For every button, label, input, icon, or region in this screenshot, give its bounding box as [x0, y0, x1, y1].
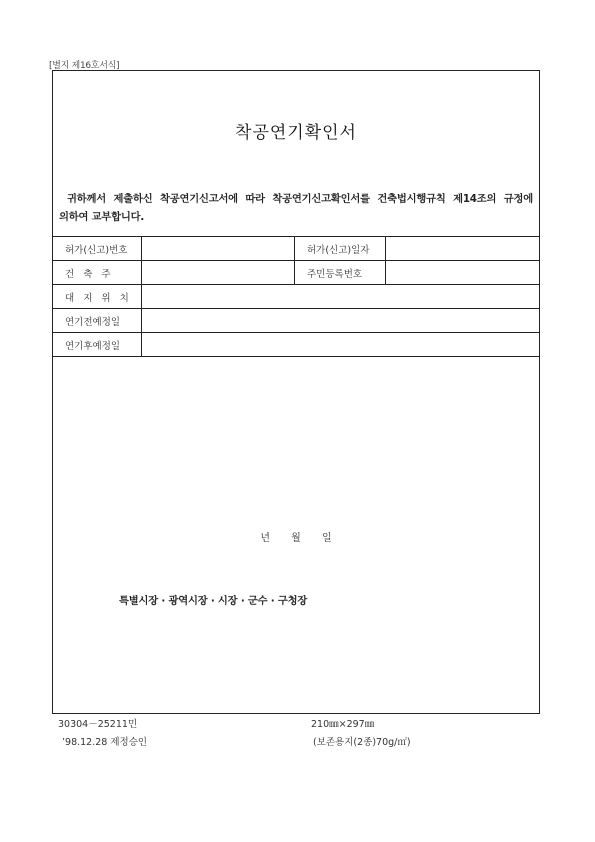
planned-date-before-label: 연기전예정일: [53, 309, 141, 333]
form-frame: [52, 70, 540, 714]
issuer-signature-line: 특별시장 · 광역시장 · 시장 · 군수 · 구청장: [119, 595, 308, 607]
planned-date-after-label: 연기후예정일: [53, 333, 141, 357]
body-paragraph: 귀하께서 제출하신 착공연기신고서에 따라 착공연기신고확인서를 건축법시행규칙 제14조의 규정에 의하여 교부합니다.: [59, 193, 533, 223]
table-row: [53, 309, 539, 333]
permit-number-field[interactable]: [141, 237, 295, 261]
permit-date-label: 허가(신고)일자: [295, 237, 386, 261]
site-location-field[interactable]: [141, 285, 539, 309]
paper-type: (보존용지(2종)70g/㎡): [313, 737, 411, 748]
resident-number-label: 주민등록번호: [295, 261, 386, 285]
document-title: 착공연기확인서: [235, 123, 357, 143]
table-row: [53, 237, 539, 261]
permit-date-field[interactable]: [386, 237, 540, 261]
approval-date: ’98.12.28 제정승인: [62, 737, 148, 748]
permit-number-label: 허가(신고)번호: [53, 237, 141, 261]
site-location-label: 대 지 위 치: [53, 285, 141, 309]
resident-number-field[interactable]: [386, 261, 540, 285]
table-row: [53, 333, 539, 357]
table-row: [53, 261, 539, 285]
form-serial-code: 30304－25211민: [58, 719, 138, 730]
planned-date-after-field[interactable]: [141, 333, 539, 357]
builder-field[interactable]: [141, 261, 295, 285]
info-table: [53, 236, 539, 357]
table-row: [53, 285, 539, 309]
paper-size: 210㎜×297㎜: [311, 719, 375, 730]
issue-date-line: 년 월 일: [260, 533, 332, 544]
form-code-label: [별지 제16호서식]: [49, 61, 120, 71]
builder-label: 건 축 주: [53, 261, 141, 285]
planned-date-before-field[interactable]: [141, 309, 539, 333]
